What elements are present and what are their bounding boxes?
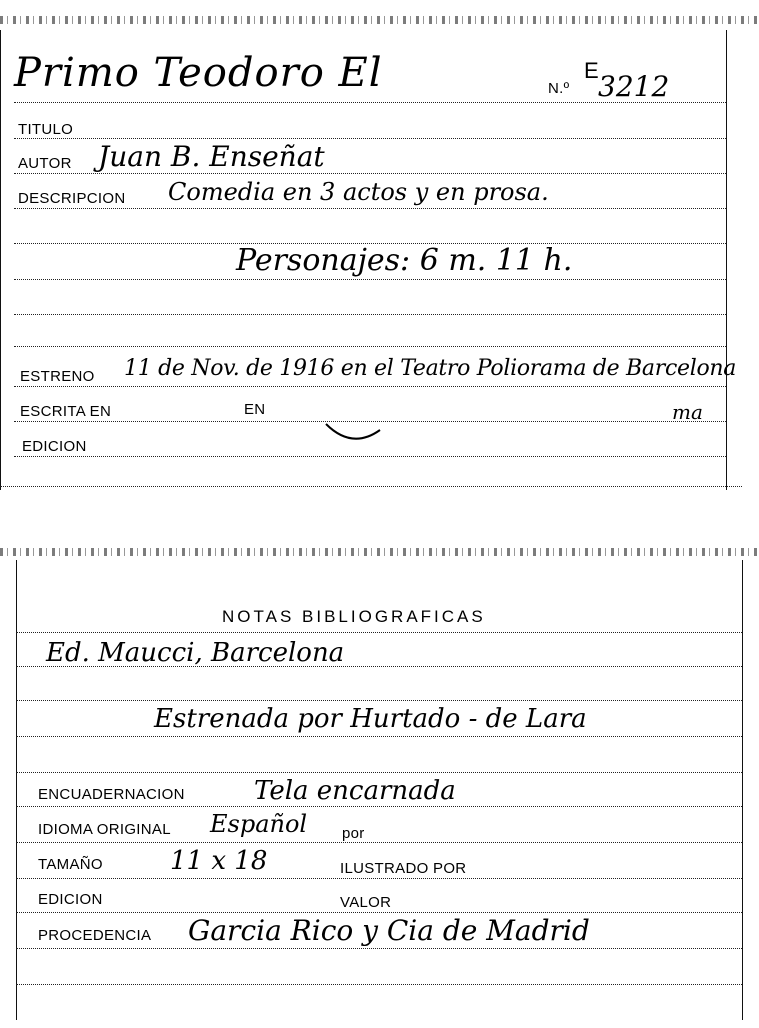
label-autor: AUTOR — [18, 155, 72, 172]
label-encuadernacion: ENCUADERNACION — [38, 786, 185, 803]
rule-line — [14, 386, 726, 387]
label-valor: VALOR — [340, 894, 392, 911]
label-en: EN — [244, 401, 266, 418]
label-procedencia: PROCEDENCIA — [38, 927, 152, 944]
estreno-handwritten: 11 de Nov. de 1916 en el Teatro Poliorama de Barcelona — [124, 356, 737, 381]
rule-line — [16, 912, 742, 913]
rule-line — [16, 878, 742, 879]
rule-line — [14, 102, 726, 103]
label-escrita-en: ESCRITA EN — [20, 403, 112, 420]
label-estreno: ESTRENO — [20, 368, 95, 385]
rule-line — [16, 632, 742, 633]
label-edicion: EDICION — [22, 438, 87, 455]
autor-handwritten: Juan B. Enseñat — [98, 140, 325, 173]
rule-line — [14, 279, 726, 280]
ink-stroke-mark — [322, 420, 384, 448]
procedencia-handwritten: Garcia Rico y Cia de Madrid — [188, 914, 590, 947]
rule-line — [16, 772, 742, 773]
catalog-number: 3212 — [598, 70, 670, 103]
title-handwritten: Primo Teodoro El — [14, 50, 383, 96]
rule-line — [16, 700, 742, 701]
rule-line — [14, 456, 726, 457]
rule-line — [14, 138, 726, 139]
card-left-edge — [0, 30, 1, 490]
rule-line — [14, 346, 726, 347]
margin-handwritten: ma — [672, 400, 703, 424]
idioma-handwritten: Español — [210, 810, 308, 838]
rule-line — [16, 842, 742, 843]
label-por: por — [342, 825, 365, 842]
number-label: N.º — [548, 80, 570, 97]
rule-line — [0, 486, 742, 487]
label-titulo: TITULO — [18, 121, 74, 138]
label-descripcion: DESCRIPCION — [18, 190, 126, 207]
rule-line — [16, 666, 742, 667]
card-right-edge — [742, 560, 743, 1020]
label-ilustrado: ILUSTRADO POR — [340, 860, 467, 877]
tamano-handwritten: 11 x 18 — [170, 846, 268, 876]
scan-noise-top — [0, 16, 759, 24]
scan-noise-top — [0, 548, 759, 556]
descripcion-handwritten: Comedia en 3 actos y en prosa. — [168, 178, 549, 206]
notas-heading: NOTAS BIBLIOGRAFICAS — [222, 607, 486, 626]
label-edicion-notes: EDICION — [38, 891, 103, 908]
rule-line — [14, 208, 726, 209]
rule-line — [14, 173, 726, 174]
catalog-card-notes — [0, 540, 759, 1028]
card-right-edge — [726, 30, 727, 490]
personajes-handwritten: Personajes: 6 m. 11 h. — [236, 243, 573, 278]
note-estrenada: Estrenada por Hurtado - de Lara — [154, 704, 587, 734]
rule-line — [16, 806, 742, 807]
rule-line — [16, 736, 742, 737]
label-tamano: TAMAÑO — [38, 856, 103, 873]
note-editorial: Ed. Maucci, Barcelona — [46, 638, 345, 668]
number-prefix: E — [584, 58, 599, 83]
rule-line — [16, 948, 742, 949]
encuadernacion-handwritten: Tela encarnada — [254, 776, 456, 806]
rule-line — [14, 314, 726, 315]
card-left-edge — [16, 560, 17, 1020]
catalog-card-main — [0, 0, 759, 500]
rule-line — [16, 984, 742, 985]
label-idioma: IDIOMA ORIGINAL — [38, 821, 171, 838]
